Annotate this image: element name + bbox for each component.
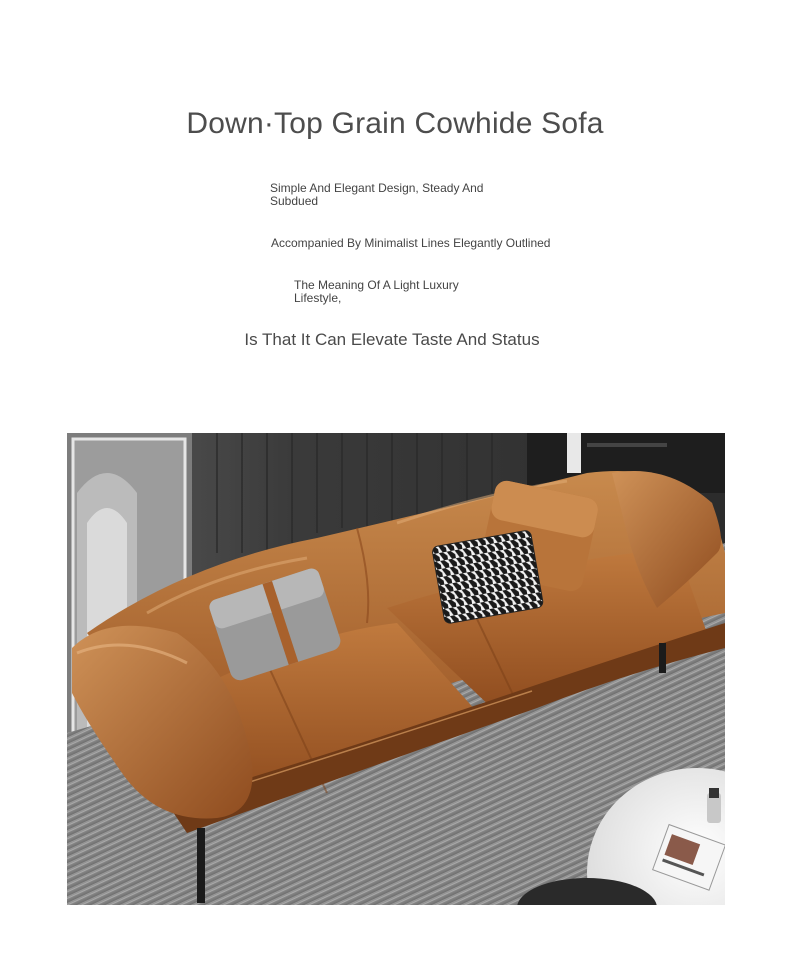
tagline-status: Is That It Can Elevate Taste And Status	[244, 330, 540, 349]
page-title: Down·Top Grain Cowhide Sofa	[186, 107, 604, 141]
sofa-photo	[67, 433, 725, 905]
tagline-design: Simple And Elegant Design, Steady And Subdued	[270, 181, 484, 208]
tagline-lines: Accompanied By Minimalist Lines Elegantly Outlined	[271, 236, 551, 250]
tagline-lifestyle: The Meaning Of A Light Luxury Lifestyle,	[294, 278, 459, 305]
